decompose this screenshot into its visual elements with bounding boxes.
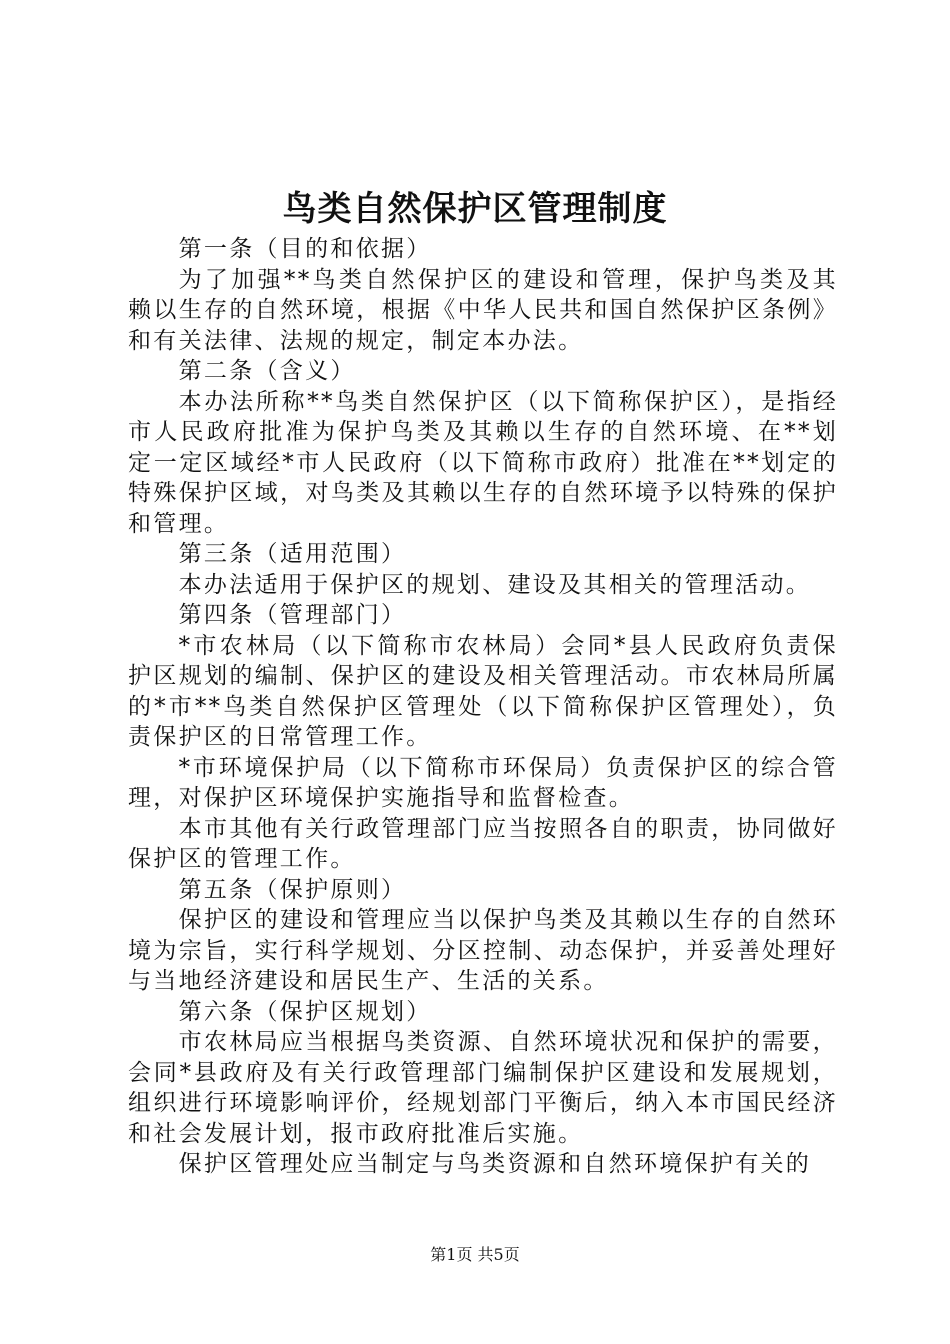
article-paragraph: 保护区管理处应当制定与鸟类资源和自然环境保护有关的 xyxy=(178,1151,812,1177)
document-title: 鸟类自然保护区管理制度 xyxy=(282,189,668,229)
article-heading: 第六条（保护区规划） xyxy=(178,998,432,1025)
article-heading: 第二条（含义） xyxy=(178,358,356,384)
article-paragraph: *市农林局（以下简称市农林局）会同*县人民政府负责保护区规划的编制、保护区的建设及相关管理活动。市农林局所属的*市**鸟类自然保护区管理处（以下简称保护区管理处），负责保护区的日常管理工作。 xyxy=(128,632,838,750)
article-paragraph: 本办法适用于保护区的规划、建设及其相关的管理活动。 xyxy=(178,571,812,598)
article-paragraph: 本市其他有关行政管理部门应当按照各自的职责，协同做好保护区的管理工作。 xyxy=(128,815,838,872)
article-heading: 第三条（适用范围） xyxy=(178,541,407,567)
page-number: 第1页 共5页 xyxy=(430,1245,520,1264)
article-paragraph: 市农林局应当根据鸟类资源、自然环境状况和保护的需要，会同*县政府及有关行政管理部门编制保护区建设和发展规划，组织进行环境影响评价，经规划部门平衡后，纳入本市国民经济和社会发展计划，报市政府批准后实施。 xyxy=(128,1029,838,1147)
article-heading: 第四条（管理部门） xyxy=(178,602,407,628)
article-paragraph: 保护区的建设和管理应当以保护鸟类及其赖以生存的自然环境为宗旨，实行科学规划、分区控制、动态保护，并妥善处理好与当地经济建设和居民生产、生活的关系。 xyxy=(128,907,838,994)
article-heading: 第五条（保护原则） xyxy=(178,876,407,903)
document-body xyxy=(128,234,838,1180)
article-paragraph: *市环境保护局（以下简称市环保局）负责保护区的综合管理，对保护区环境保护实施指导和监督检查。 xyxy=(128,754,838,811)
article-heading: 第一条（目的和依据） xyxy=(178,236,432,262)
article-paragraph: 为了加强**鸟类自然保护区的建设和管理，保护鸟类及其赖以生存的自然环境，根据《中华人民共和国自然保护区条例》和有关法律、法规的规定，制定本办法。 xyxy=(128,266,838,354)
article-paragraph: 本办法所称**鸟类自然保护区（以下简称保护区），是指经市人民政府批准为保护鸟类及其赖以生存的自然环境、在**划定一定区域经*市人民政府（以下简称市政府）批准在**划定的特殊保护区域，对鸟类及其赖以生存的自然环境予以特殊的保护和管理。 xyxy=(128,388,838,537)
